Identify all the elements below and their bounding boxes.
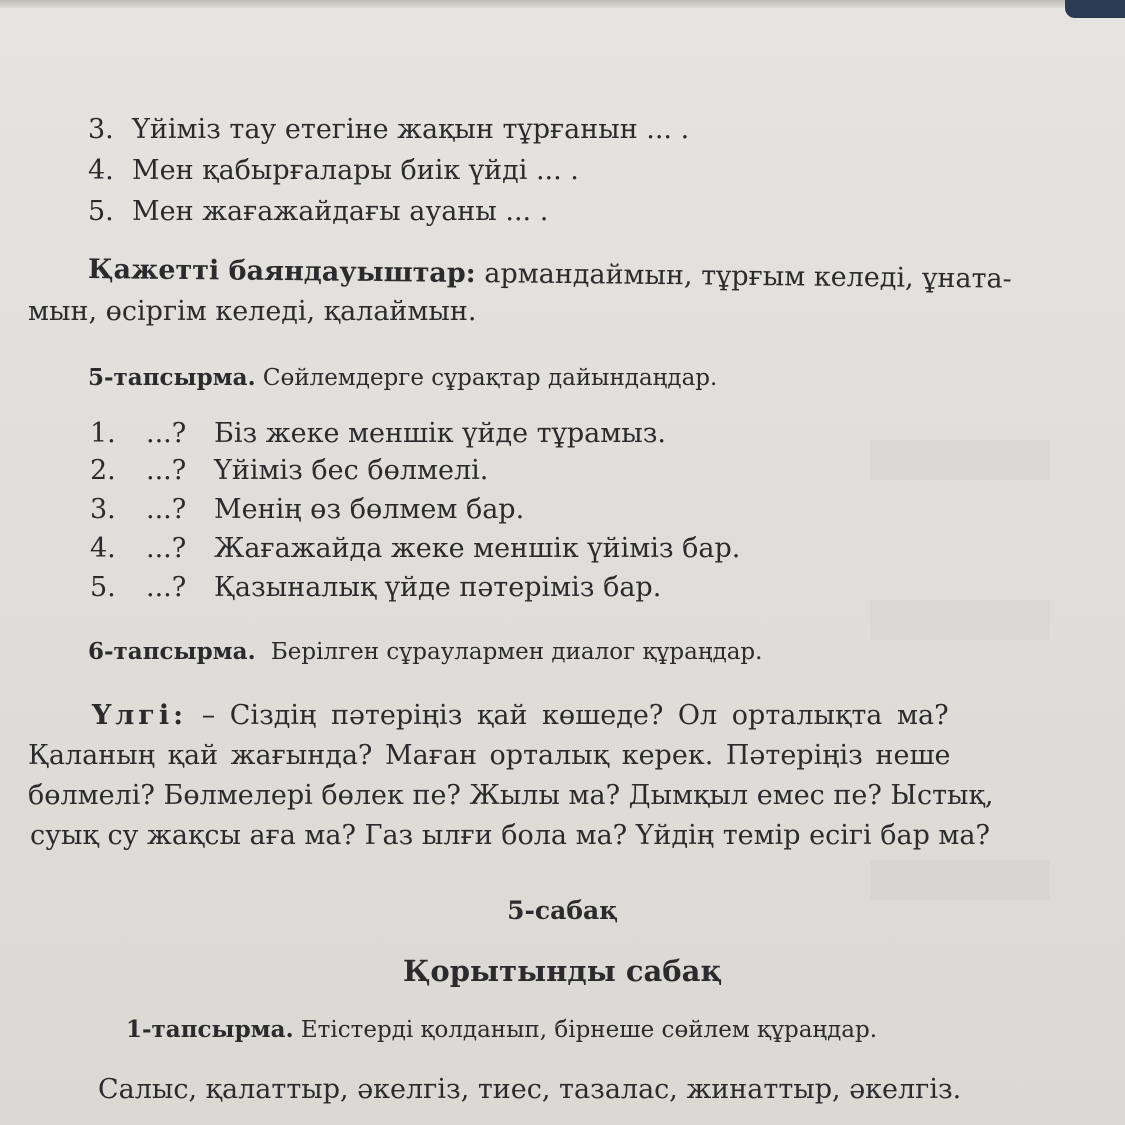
list-item: [88, 196, 548, 227]
question-placeholder: ...?: [146, 533, 187, 564]
task5-item: [90, 533, 740, 564]
task5-item: [90, 455, 488, 486]
item-number: 5.: [88, 196, 114, 227]
sample-label: Үлгі:: [92, 700, 188, 731]
item-number: 1.: [90, 418, 116, 449]
sample-text: бөлмелі? Бөлмелері бөлек пе? Жылы ма? Дымқыл емес пе? Ыстық,: [28, 780, 994, 811]
task-heading: [126, 1016, 877, 1043]
needed-predicates-line: [28, 296, 477, 327]
item-text: Қазыналық үйде пәтеріміз бар.: [214, 572, 662, 603]
question-placeholder: ...?: [146, 572, 187, 603]
verb-list: Салыс, қалаттыр, әкелгіз, тиес, тазалас, жинаттыр, әкелгіз.: [98, 1074, 962, 1105]
page-edge: [0, 0, 1125, 8]
list-item: [88, 155, 579, 186]
item-number: 3.: [88, 114, 114, 145]
bleed-through-block: [870, 600, 1050, 640]
task-label: 6-тапсырма.: [88, 638, 256, 665]
needed-predicates-label: Қажетті баяндауыштар:: [87, 254, 476, 290]
item-text: Біз жеке меншік үйде тұрамыз.: [214, 418, 667, 449]
task-instruction: Сөйлемдерге сұрақтар дайындаңдар.: [262, 365, 718, 391]
sample-text: Қаланың қай жағында? Маған орталық керек. Пәтеріңіз неше: [28, 740, 951, 771]
question-placeholder: ...?: [146, 455, 187, 486]
item-text: Менің өз бөлмем бар.: [214, 494, 525, 525]
sample-text: – Сіздің пәтеріңіз қай көшеде? Ол орталықта ма?: [201, 700, 949, 731]
sample-line: [30, 820, 990, 851]
item-number: 4.: [90, 533, 116, 564]
task-label: 5-тапсырма.: [88, 364, 256, 391]
item-number: 5.: [90, 572, 116, 603]
item-number: 4.: [88, 155, 114, 186]
item-number: 3.: [90, 494, 116, 525]
task-instruction: Берілген сұраулармен диалог құраңдар.: [270, 639, 763, 665]
sample-line: [28, 780, 993, 811]
task5-item: [90, 494, 524, 525]
task5-item: [90, 572, 661, 603]
list-item: [88, 114, 689, 145]
task5-item: [90, 418, 666, 449]
question-placeholder: ...?: [146, 418, 187, 449]
needed-predicates-line: [88, 254, 1012, 295]
lesson-title: Қорытынды сабақ: [402, 954, 723, 988]
item-text: Үйіміз тау етегіне жақын тұрғанын ... .: [132, 114, 690, 145]
task-label: 1-тапсырма.: [126, 1016, 294, 1043]
item-text: Жағажайда жеке меншік үйіміз бар.: [214, 533, 741, 564]
sample-line: [28, 740, 951, 771]
task-heading: [88, 638, 762, 665]
item-number: 2.: [90, 455, 116, 486]
item-text: Мен жағажайдағы ауаны ... .: [132, 196, 549, 227]
question-placeholder: ...?: [146, 494, 187, 525]
item-text: Мен қабырғалары биік үйді ... .: [132, 155, 579, 186]
bleed-through-block: [870, 440, 1050, 480]
task-instruction: Етістерді қолданып, бірнеше сөйлем құраңдар.: [300, 1017, 878, 1043]
lesson-number: 5-сабақ: [507, 896, 618, 925]
needed-predicates-text: армандаймын, тұрғым келеді, ұната-: [484, 258, 1012, 295]
sample-text: суық су жақсы аға ма? Газ ылғи бола ма? Үйдің темір есігі бар ма?: [30, 820, 991, 851]
needed-predicates-text: мын, өсіргім келеді, қалаймын.: [28, 296, 477, 327]
sample-line: [92, 700, 949, 731]
book-corner: [1065, 0, 1125, 18]
task-heading: [88, 364, 717, 391]
item-text: Үйіміз бес бөлмелі.: [214, 455, 489, 486]
bleed-through-block: [870, 860, 1050, 900]
